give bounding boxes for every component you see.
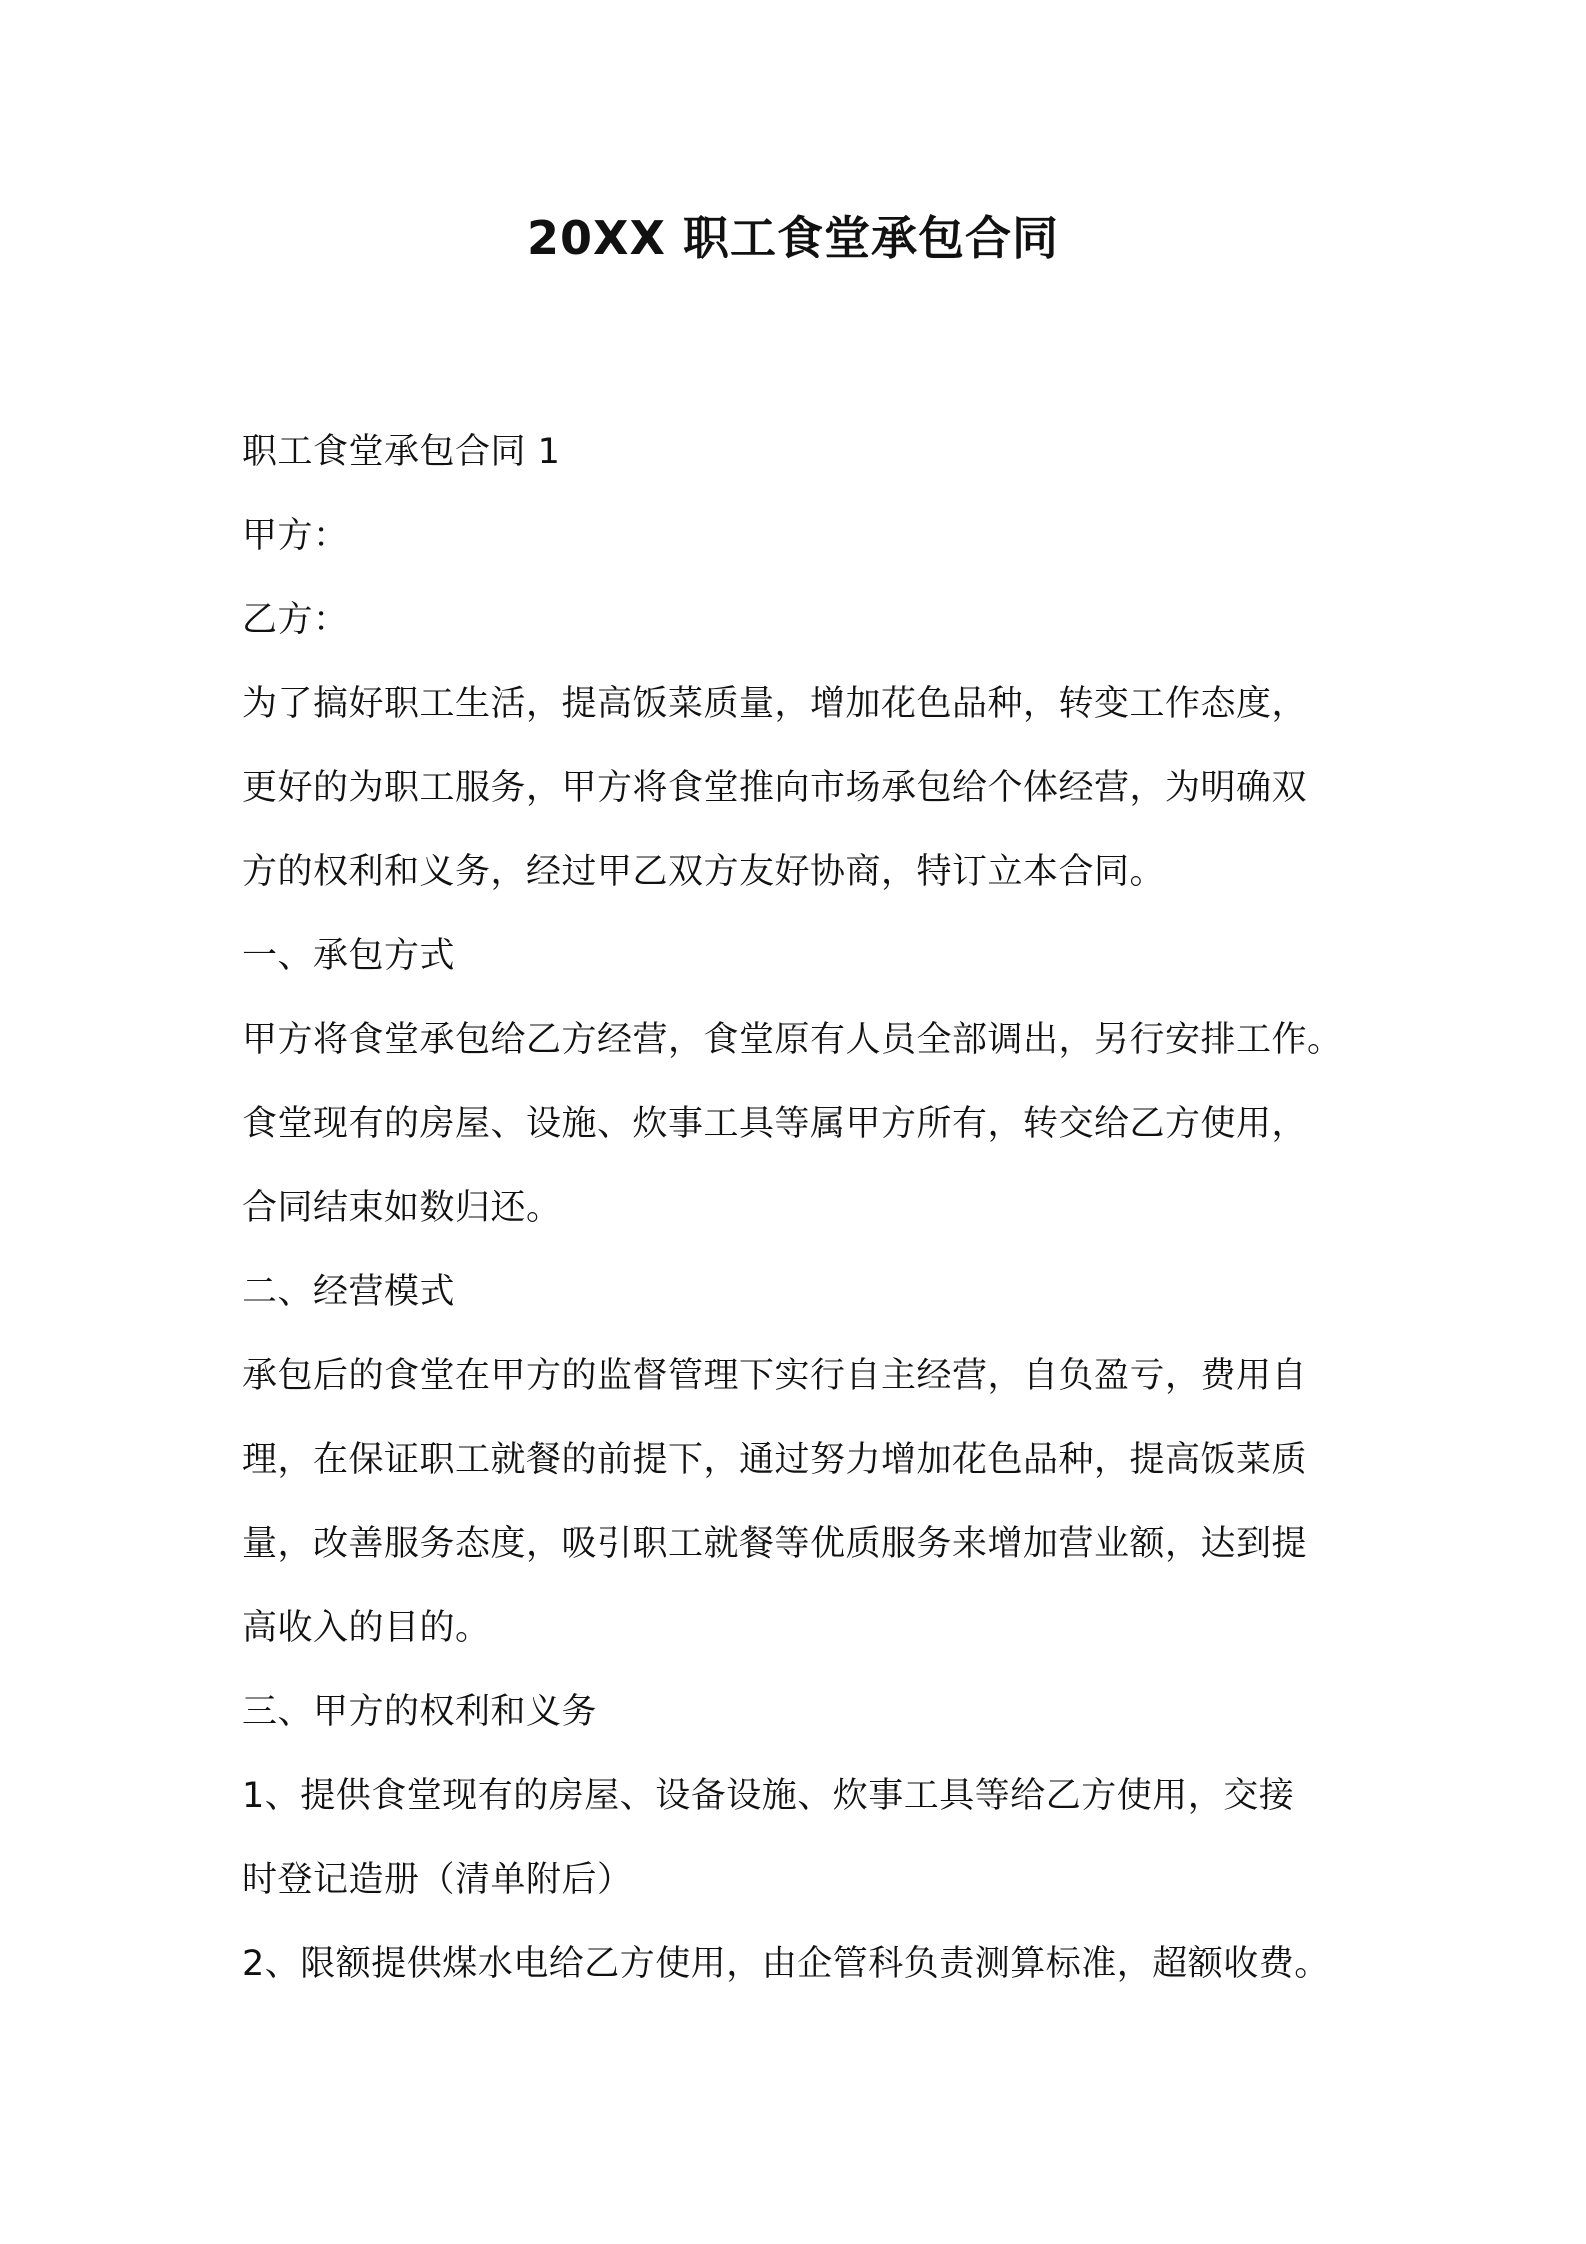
section-2-line: 承包后的食堂在甲方的监督管理下实行自主经营，自负盈亏，费用自 <box>242 1356 1308 1396</box>
section-3-item-1: 1、提供食堂现有的房屋、设备设施、炊事工具等给乙方使用，交接 <box>242 1776 1295 1816</box>
party-b-line: 乙方： <box>242 600 349 640</box>
section-1-line: 食堂现有的房屋、设施、炊事工具等属甲方所有，转交给乙方使用， <box>242 1104 1308 1144</box>
section-2-line: 量，改善服务态度，吸引职工就餐等优质服务来增加营业额，达到提 <box>242 1524 1308 1564</box>
section-2-line: 理，在保证职工就餐的前提下，通过努力增加花色品种，提高饭菜质 <box>242 1440 1308 1480</box>
document-title: 20XX 职工食堂承包合同 <box>527 211 1059 265</box>
party-a-line: 甲方： <box>242 516 349 556</box>
section-1-line: 合同结束如数归还。 <box>242 1188 562 1228</box>
section-2-line: 高收入的目的。 <box>242 1608 491 1648</box>
preamble-line: 方的权利和义务，经过甲乙双方友好协商，特订立本合同。 <box>242 852 1166 892</box>
section-3-item-2: 2、限额提供煤水电给乙方使用，由企管科负责测算标准，超额收费。 <box>242 1944 1330 1984</box>
preamble-line: 为了搞好职工生活，提高饭菜质量，增加花色品种，转变工作态度， <box>242 684 1308 724</box>
section-heading-1: 一、承包方式 <box>242 936 456 976</box>
section-heading-3: 三、甲方的权利和义务 <box>242 1692 598 1732</box>
section-heading-2: 二、经营模式 <box>242 1272 456 1312</box>
section-1-line: 甲方将食堂承包给乙方经营，食堂原有人员全部调出，另行安排工作。 <box>242 1020 1343 1060</box>
section-3-item-1: 时登记造册（清单附后） <box>242 1860 633 1900</box>
contract-heading: 职工食堂承包合同 1 <box>242 432 561 472</box>
document-body <box>242 410 1367 2006</box>
preamble-line: 更好的为职工服务，甲方将食堂推向市场承包给个体经营，为明确双 <box>242 768 1308 808</box>
